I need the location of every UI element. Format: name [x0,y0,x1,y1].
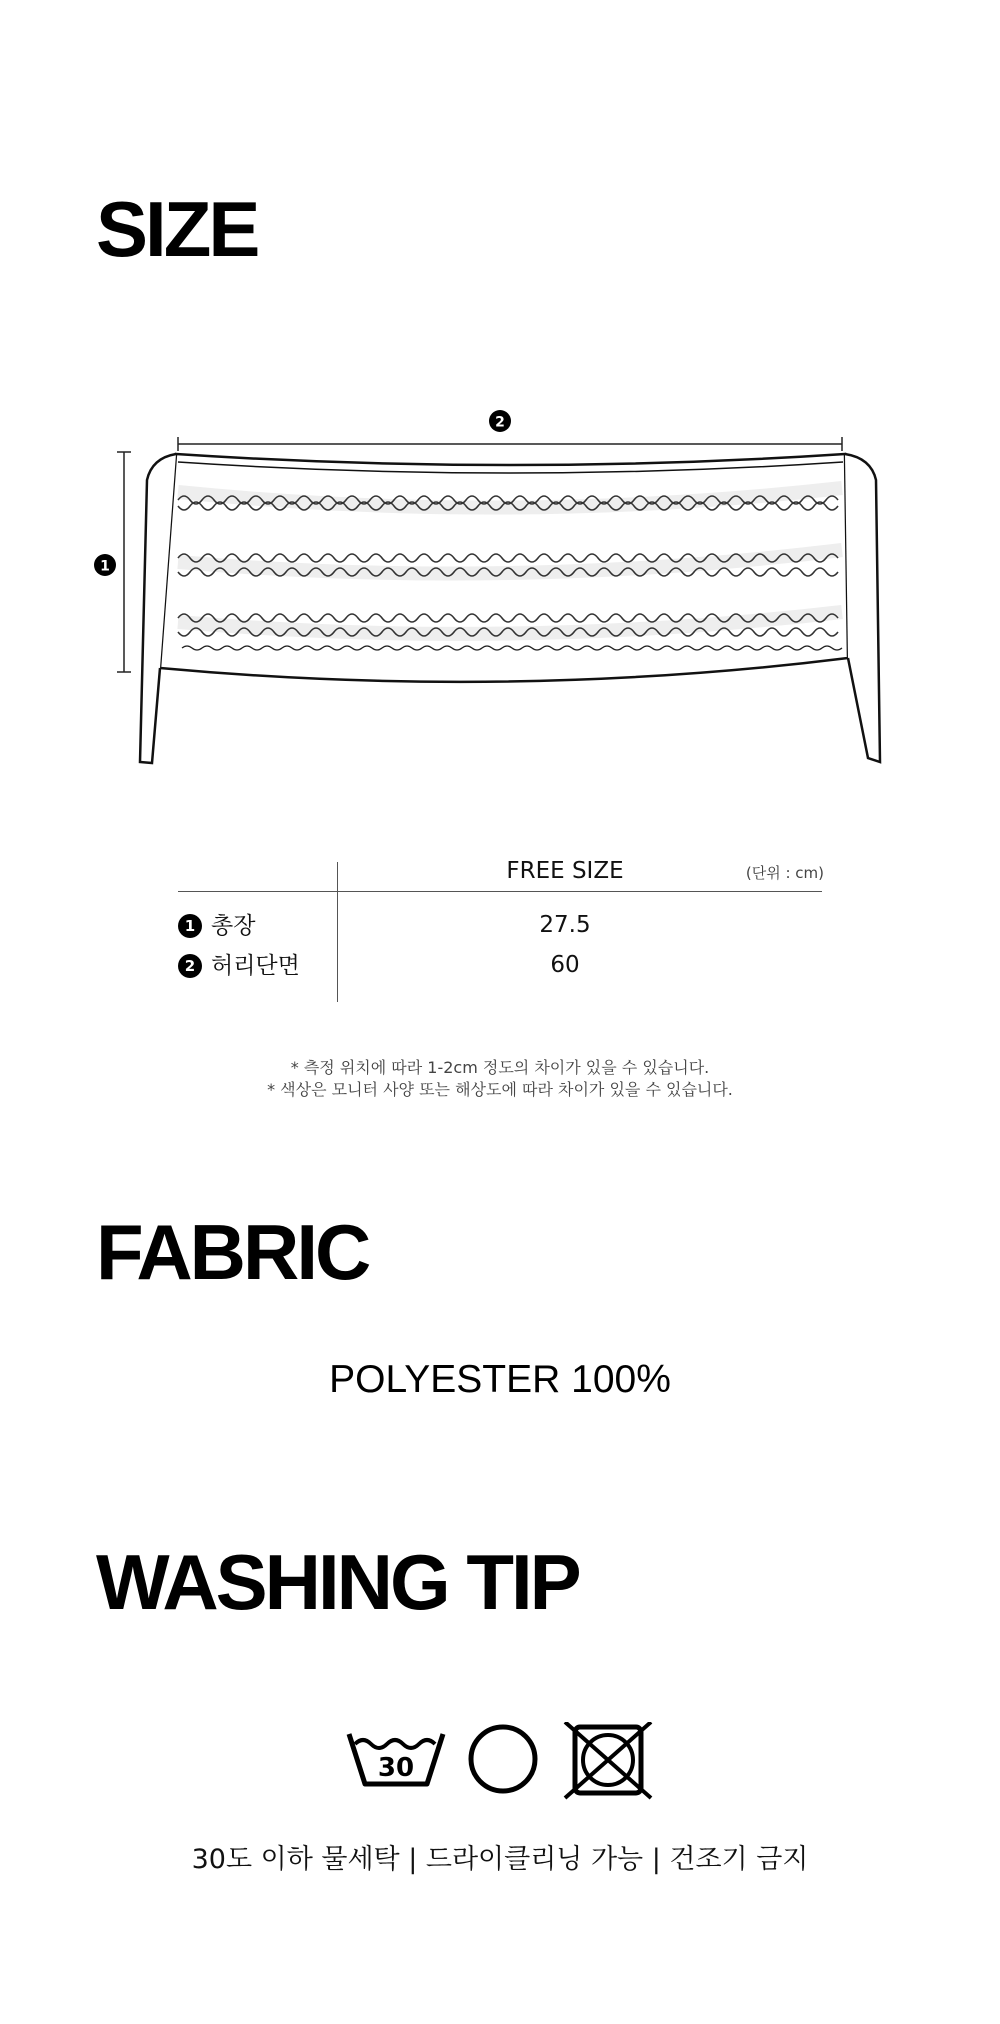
garment-diagram [90,400,910,780]
table-column-header: FREE SIZE [506,858,624,884]
dry-clean-icon [471,1727,535,1791]
table-unit: (단위 : cm) [745,864,824,882]
length-marker-number: 1 [100,558,110,575]
table-divider-horizontal [178,891,822,892]
color-note: * 색상은 모니터 사양 또는 해상도에 따라 차이가 있을 수 있습니다. [267,1080,733,1099]
width-marker [489,410,511,432]
table-row-label [178,947,300,980]
fabric-heading: FABRIC [96,1208,369,1296]
table-row-value: 60 [550,952,580,978]
wash-temperature: 30 [377,1753,415,1783]
washing-tip-heading: WASHING TIP [96,1538,579,1626]
measurement-note: * 측정 위치에 따라 1-2cm 정도의 차이가 있을 수 있습니다. [290,1058,710,1077]
table-divider-vertical [337,862,338,1002]
row-marker: 1 [178,914,202,938]
length-marker [94,554,116,576]
size-heading: SIZE [96,185,258,273]
wash-30-icon [349,1734,443,1784]
washing-instructions: 30도 이하 물세탁 | 드라이클리닝 가능 | 건조기 금지 [191,1844,809,1875]
row-label-text: 허리단면 [211,953,300,979]
row-label-text: 총장 [211,913,256,939]
table-row-value: 27.5 [539,912,591,938]
fabric-composition: POLYESTER 100% [329,1358,671,1401]
row-marker: 2 [178,954,202,978]
width-marker-number: 2 [495,414,505,431]
care-icons [345,1722,665,1802]
no-tumble-dry-icon [565,1722,651,1798]
table-row-label [178,907,255,940]
